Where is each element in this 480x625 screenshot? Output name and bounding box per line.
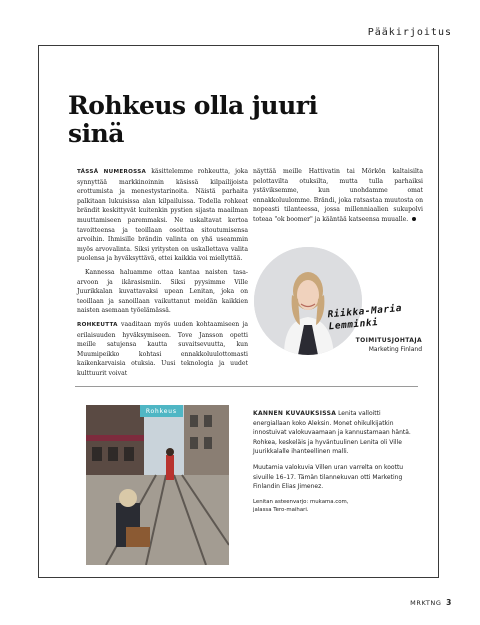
paragraph-3-body: vaaditaan myös uuden kohtaamiseen ja erilaisuuden hyväksymiseen. Tove Jansson opetti meille satujensa kautta suvaitsevuutta, kun Muumipeikko kohtasi ennakkoluulottomasti kaikenkarvaisia otuksia. Uusi teknologia ja uudet kulttuurit voivat [77, 320, 248, 377]
credit-line-1: Lenitan asteenvarjo: mukama.com, [253, 498, 349, 505]
page-footer [410, 598, 452, 607]
street-photo-illustration [86, 405, 229, 565]
photo-caption [253, 409, 415, 521]
author-portrait [254, 247, 362, 355]
paragraph-1-body: käsittelemme rohkeutta, joka synnyttää markkinoinnin käsissä kilpailijoista erottumista ja menestystarinoita. Näistä parhaita palkitaan lukuisissa alan kilpailuissa. Todella rohkeat brändit keskittyvät kuitenkin pystien sijasta maailman muuttamiseen paremmaksi. Ne uskaltavat kertoa tavoitteensa ja teoillaan osoittaa sitoutumisensa arvoihin. Ihmisille brändin valinta on yhä useammin myös arvovalinta. Siksi yritysten on uskallettava valita puolensa ja hyväksyttävä, ettei kaikkia voi miellyttää. [77, 168, 248, 263]
magazine-name: MRKTNG [410, 599, 442, 607]
divider [75, 386, 418, 387]
caption-paragraph-2: Muutamia valokuvia Villen uran varrelta on koottu sivuille 16–17. Tämän tilannekuvan otti Marketing Finlandin Elias Jimenez. [253, 463, 404, 491]
paragraph-4-body: näyttää meille Hattivatin tai Mörkön kaltaisilta pelottavilta otuksilta, mutta tulla parhaiksi ystäviksemme, kun unohdamme omat ennakkoluulomme. Brändi, joka ratsastaa muutosta on nopeasti tilanteessa, jossa millenniaalien sukupolvi toteaa "ok boomer" ja kääntää katseensa muualle. [253, 168, 423, 223]
cover-shoot-photo [86, 405, 229, 565]
page-number: 3 [446, 598, 452, 607]
author-role: TOIMITUSJOHTAJA [355, 337, 422, 344]
article-column-1 [77, 167, 248, 382]
paragraph-1 [77, 167, 248, 264]
end-mark-icon [412, 217, 416, 221]
caption-credits [253, 498, 415, 515]
paragraph-2: Kannessa haluamme ottaa kantaa naisten tasa-arvoon ja ikärasismiin. Siksi pyysimme Ville Juurikkalan kuvattavaksi upean Lenitan, joka on teoillaan ja sanoillaan vaikuttanut meidän kaikkien naisten asemaan työelämässä. [77, 268, 248, 315]
author-title-block [356, 337, 422, 353]
author-organization: Marketing Finland [368, 346, 422, 353]
lead-in: TÄSSÄ NUMEROSSA [77, 169, 147, 175]
portrait-illustration [254, 247, 362, 355]
lead-in: ROHKEUTTA [77, 321, 118, 328]
paragraph-3 [77, 320, 248, 379]
paragraph-4 [253, 167, 423, 225]
caption-body: Lenita valloitti energiallaan koko Aleksin. Monet ohikulkijatkin innostuivat valokuvaamaan ja kannustamaan häntä. Rohkea, keskeläis ja hyväntuulinen Lenita oli Ville Juurikkalalle ihanteellinen malli. [253, 410, 411, 456]
section-label: Pääkirjoitus [367, 27, 452, 38]
caption-lead: KANNEN KUVAUKSISSA [253, 410, 337, 417]
headline: Rohkeus olla juuri sinä [68, 91, 318, 148]
credit-line-2: jalassa Tero-maihari. [253, 507, 309, 514]
article-column-2 [253, 167, 423, 229]
author-signature: Riikka-Maria Lemminki [327, 302, 403, 333]
caption-paragraph-1 [253, 409, 415, 457]
photo-tag: Rohkeus [140, 405, 183, 417]
